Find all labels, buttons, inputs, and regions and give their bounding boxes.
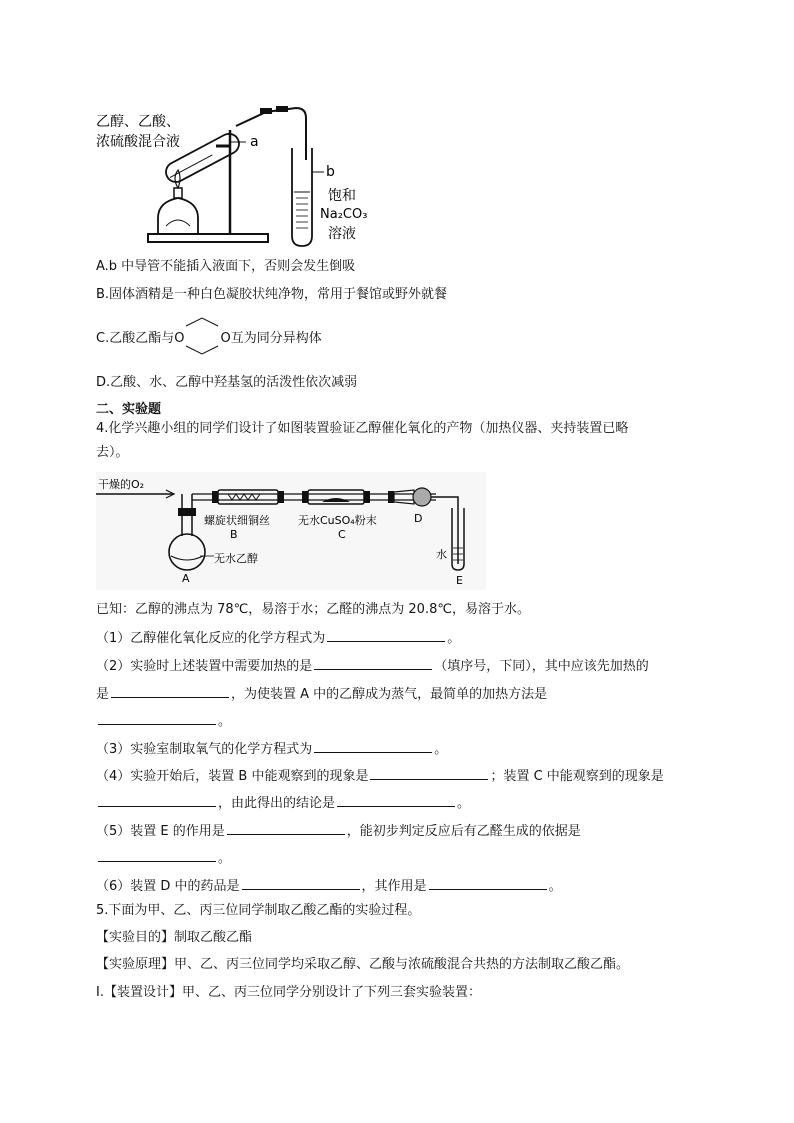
- q4-stem-1: 4.化学兴趣小组的同学们设计了如图装置验证乙醇催化氧化的产物（加热仪器、夹持装置已略: [96, 421, 629, 436]
- fig2-coil: 螺旋状细铜丝: [204, 514, 270, 527]
- q4-sub5-text-a: （5）装置 E 的作用是: [96, 824, 225, 839]
- q4-sub5-line1: [96, 821, 581, 841]
- q5-design-tag: 【装置设计】: [103, 985, 182, 1000]
- q5-principle-text: 甲、乙、丙三位同学均采取乙醇、乙酸与浓硫酸混合共热的方法制取乙酸乙酯。: [174, 957, 630, 972]
- answer-blank[interactable]: [429, 876, 547, 890]
- option-c-ring-o2: O: [220, 331, 231, 346]
- fig2-label-B: B: [230, 528, 238, 541]
- option-a: A.b 中导管不能插入液面下，否则会发生倒吸: [96, 259, 356, 274]
- q4-sub2-text-a: （2）实验时上述装置中需要加热的是: [96, 659, 313, 674]
- answer-blank[interactable]: [370, 766, 488, 780]
- q4-sub6-end: 。: [548, 879, 562, 894]
- q5-stem: 5.下面为甲、乙、丙三位同学制取乙酸乙酯的实验过程。: [96, 903, 421, 918]
- q4-sub2-line1: [96, 656, 649, 676]
- fig2-label-C: C: [338, 528, 346, 541]
- q4-sub2-line3: [96, 711, 231, 731]
- q5-purpose-tag: 【实验目的】: [96, 930, 175, 945]
- q4-sub4-text-a: （4）实验开始后，装置 B 中能观察到的现象是: [96, 769, 369, 784]
- q4-sub1-end: 。: [447, 631, 461, 646]
- q4-sub5-text-b: ，能初步判定反应后有乙醛生成的依据是: [346, 824, 581, 839]
- q4-known: 已知：乙醇的沸点为 78℃，易溶于水；乙醛的沸点为 20.8℃，易溶于水。: [96, 602, 530, 617]
- q5-design: [96, 984, 481, 1002]
- q5-purpose: [96, 929, 252, 947]
- q4-sub4-text-c: ，由此得出的结论是: [218, 796, 336, 811]
- answer-blank[interactable]: [314, 656, 432, 670]
- option-c-ring-o1: O: [174, 331, 185, 346]
- answer-blank[interactable]: [242, 876, 360, 890]
- q4-sub3: [96, 739, 447, 759]
- q4-sub2-text-b: （填序号，下同），其中应该先加热的: [434, 659, 649, 674]
- answer-blank[interactable]: [98, 793, 216, 807]
- option-c: [96, 330, 322, 348]
- q4-sub6-text-a: （6）装置 D 中的药品是: [96, 879, 240, 894]
- answer-blank[interactable]: [337, 793, 455, 807]
- option-c-suffix: 互为同分异构体: [230, 331, 322, 346]
- q5-principle-tag: 【实验原理】: [96, 957, 175, 972]
- q4-sub1: [96, 628, 460, 648]
- q5-design-pre: I.: [96, 985, 104, 1000]
- fig2-ethanol: 无水乙醇: [214, 552, 258, 565]
- fig2-label-A: A: [182, 572, 190, 585]
- answer-blank[interactable]: [227, 821, 345, 835]
- q4-sub2-text-c: 是: [96, 687, 110, 702]
- q4-sub4-line1: [96, 766, 664, 786]
- fig2-water: 水: [436, 548, 447, 561]
- q4-sub1-text: （1）乙醇催化氧化反应的化学方程式为: [96, 631, 326, 646]
- q4-sub4-end: 。: [457, 796, 471, 811]
- q4-sub2-text-d: ，为使装置 A 中的乙醇成为蒸气，最简单的加热方法是: [231, 687, 548, 702]
- answer-blank[interactable]: [98, 711, 216, 725]
- q4-sub2-line2: [96, 684, 547, 704]
- q5-principle: [96, 956, 629, 974]
- fig1-label-sat-3: 溶液: [328, 226, 356, 242]
- q4-sub4-text-b: ；装置 C 中能观察到的现象是: [490, 769, 664, 784]
- q5-purpose-text: 制取乙酸乙酯: [174, 930, 253, 945]
- q4-stem-2: 去）。: [96, 445, 129, 460]
- q4-sub4-line2: [96, 793, 470, 813]
- q4-sub3-text: （3）实验室制取氧气的化学方程式为: [96, 742, 313, 757]
- answer-blank[interactable]: [314, 739, 432, 753]
- q4-sub6-text-b: ，其作用是: [361, 879, 427, 894]
- dioxane-ring-icon: [184, 316, 220, 356]
- fig2-label-D: D: [414, 512, 423, 525]
- oxidation-apparatus-figure: [96, 472, 486, 590]
- fig1-label-mix-1: 乙醇、乙酸、: [96, 114, 180, 130]
- fig2-dry-o2: 干燥的O₂: [98, 478, 145, 491]
- q4-sub5-end: 。: [218, 851, 232, 866]
- option-c-prefix: C.乙酸乙酯与: [96, 331, 175, 346]
- q5-design-text: 甲、乙、丙三位同学分别设计了下列三套实验装置：: [181, 985, 481, 1000]
- fig2-cuso4: 无水CuSO₄粉末: [298, 514, 377, 527]
- fig1-label-sat-1: 饱和: [328, 188, 356, 204]
- q4-sub2-end: 。: [218, 714, 232, 729]
- fig1-label-a: a: [250, 134, 259, 150]
- section-heading: 二、实验题: [96, 402, 162, 417]
- q4-sub5-line2: [96, 848, 231, 868]
- q4-sub3-end: 。: [434, 742, 448, 757]
- q4-sub6: [96, 876, 562, 896]
- fig1-label-b: b: [326, 164, 335, 180]
- answer-blank[interactable]: [327, 628, 445, 642]
- answer-blank[interactable]: [111, 684, 229, 698]
- esterification-apparatus-figure: [96, 100, 376, 250]
- option-d: D.乙酸、水、乙醇中羟基氢的活泼性依次减弱: [96, 375, 358, 390]
- fig1-label-sat-2: Na₂CO₃: [320, 207, 368, 222]
- fig1-label-mix-2: 浓硫酸混合液: [96, 134, 180, 150]
- answer-blank[interactable]: [98, 848, 216, 862]
- option-b: B.固体酒精是一种白色凝胶状纯净物，常用于餐馆或野外就餐: [96, 287, 448, 302]
- fig2-label-E: E: [456, 574, 463, 587]
